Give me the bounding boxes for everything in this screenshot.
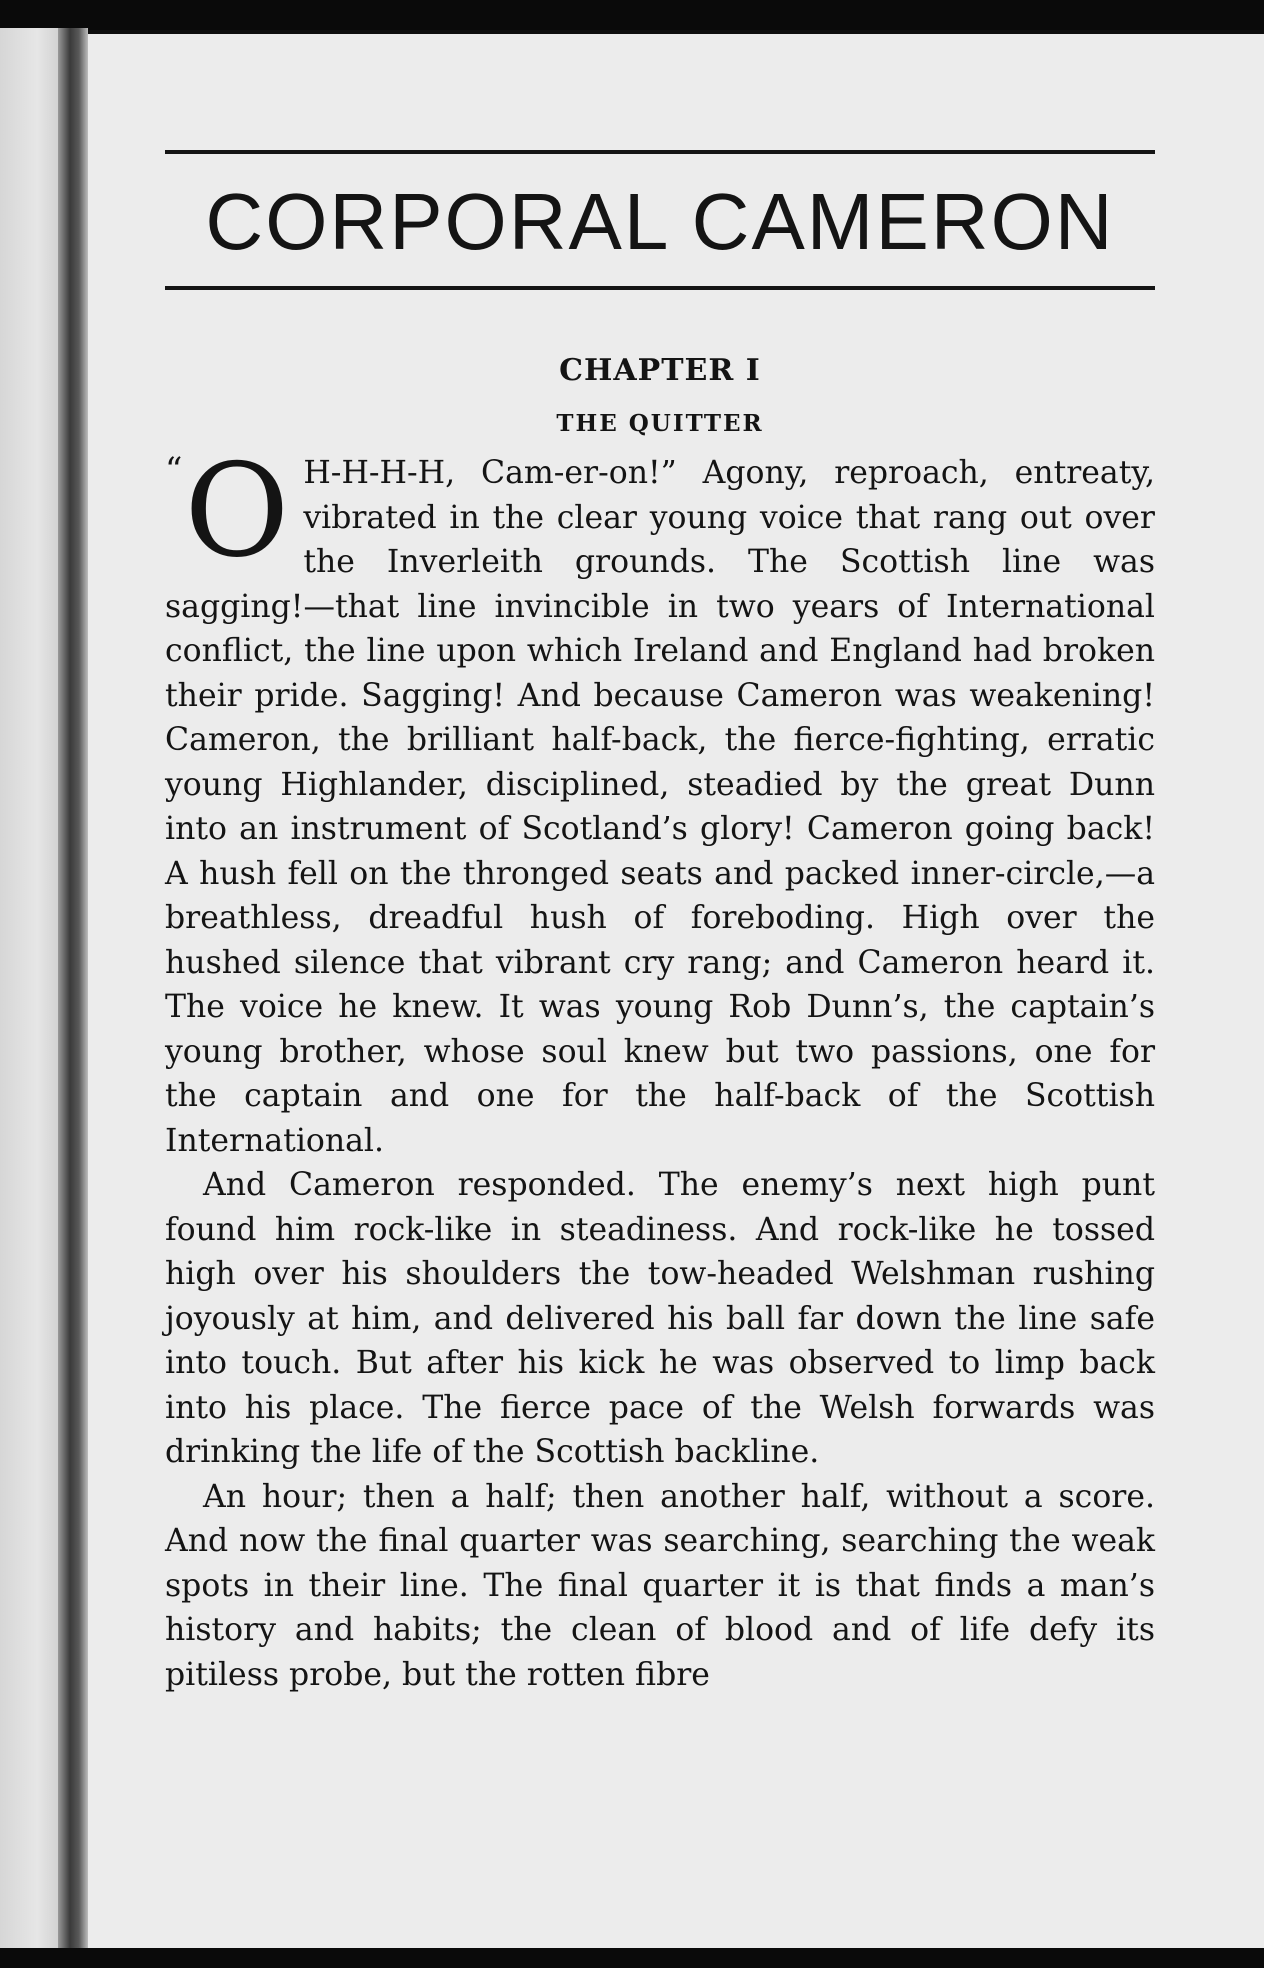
scan-bottom-edge	[0, 1948, 1264, 1968]
book-title: CORPORAL CAMERON	[205, 177, 1115, 266]
paragraph-1-text: H-H-H-H, Cam-er-on!” Agony, reproach, entreaty, vibrated in the clear young voice that rang out over the Inverleith grounds. The Scottish line was sagging!—that line invincible in two years of International conflict, the line upon which Ireland and England had broken their pride. Sagging! And because Cameron was weakening! Cameron, the brilliant half-back, the fierce-fighting, erratic young Highlander, disciplined, steadied by the great Dunn into an instrument of Scotland’s glory! Cameron going back! A hush fell on the thronged seats and packed inner-circle,—a breathless, dreadful hush of foreboding. High over the hushed silence that vibrant cry rang; and Cameron heard it. The voice he knew. It was young Rob Dunn’s, the captain’s young brother, whose soul knew but two passions, one for the captain and one for the half-back of the Scottish International.	[165, 455, 1155, 1159]
opening-quote-mark: “	[165, 450, 183, 490]
paragraph-2: And Cameron responded. The enemy’s next high punt found him rock-like in steadiness. And rock-like he tossed high over his shoulders the tow-headed Welshman rushing joyously at him, and delivered his ball far down the line safe into touch. But after his kick he was observed to limp back into his place. The fierce pace of the Welsh forwards was drinking the life of the Scottish backline.	[165, 1167, 1155, 1470]
page-content	[165, 150, 1155, 1697]
chapter-body	[165, 437, 1155, 1697]
chapter-heading: CHAPTER I	[559, 353, 761, 388]
title-top-rule	[165, 150, 1155, 154]
facing-page-edge	[0, 28, 62, 1948]
scan-top-edge	[0, 0, 1264, 30]
chapter-subtitle: THE QUITTER	[556, 410, 764, 437]
paragraph-1	[165, 437, 1155, 1163]
drop-cap: O	[184, 437, 290, 586]
book-gutter	[58, 28, 88, 1948]
paragraph-3: An hour; then a half; then another half, without a score. And now the final quarter was searching, searching the weak spots in their line. The final quarter it is that finds a man’s history and habits; the clean of blood and of life defy its pitiless probe, but the rotten fibre	[165, 1478, 1155, 1693]
title-bottom-rule	[165, 286, 1155, 290]
